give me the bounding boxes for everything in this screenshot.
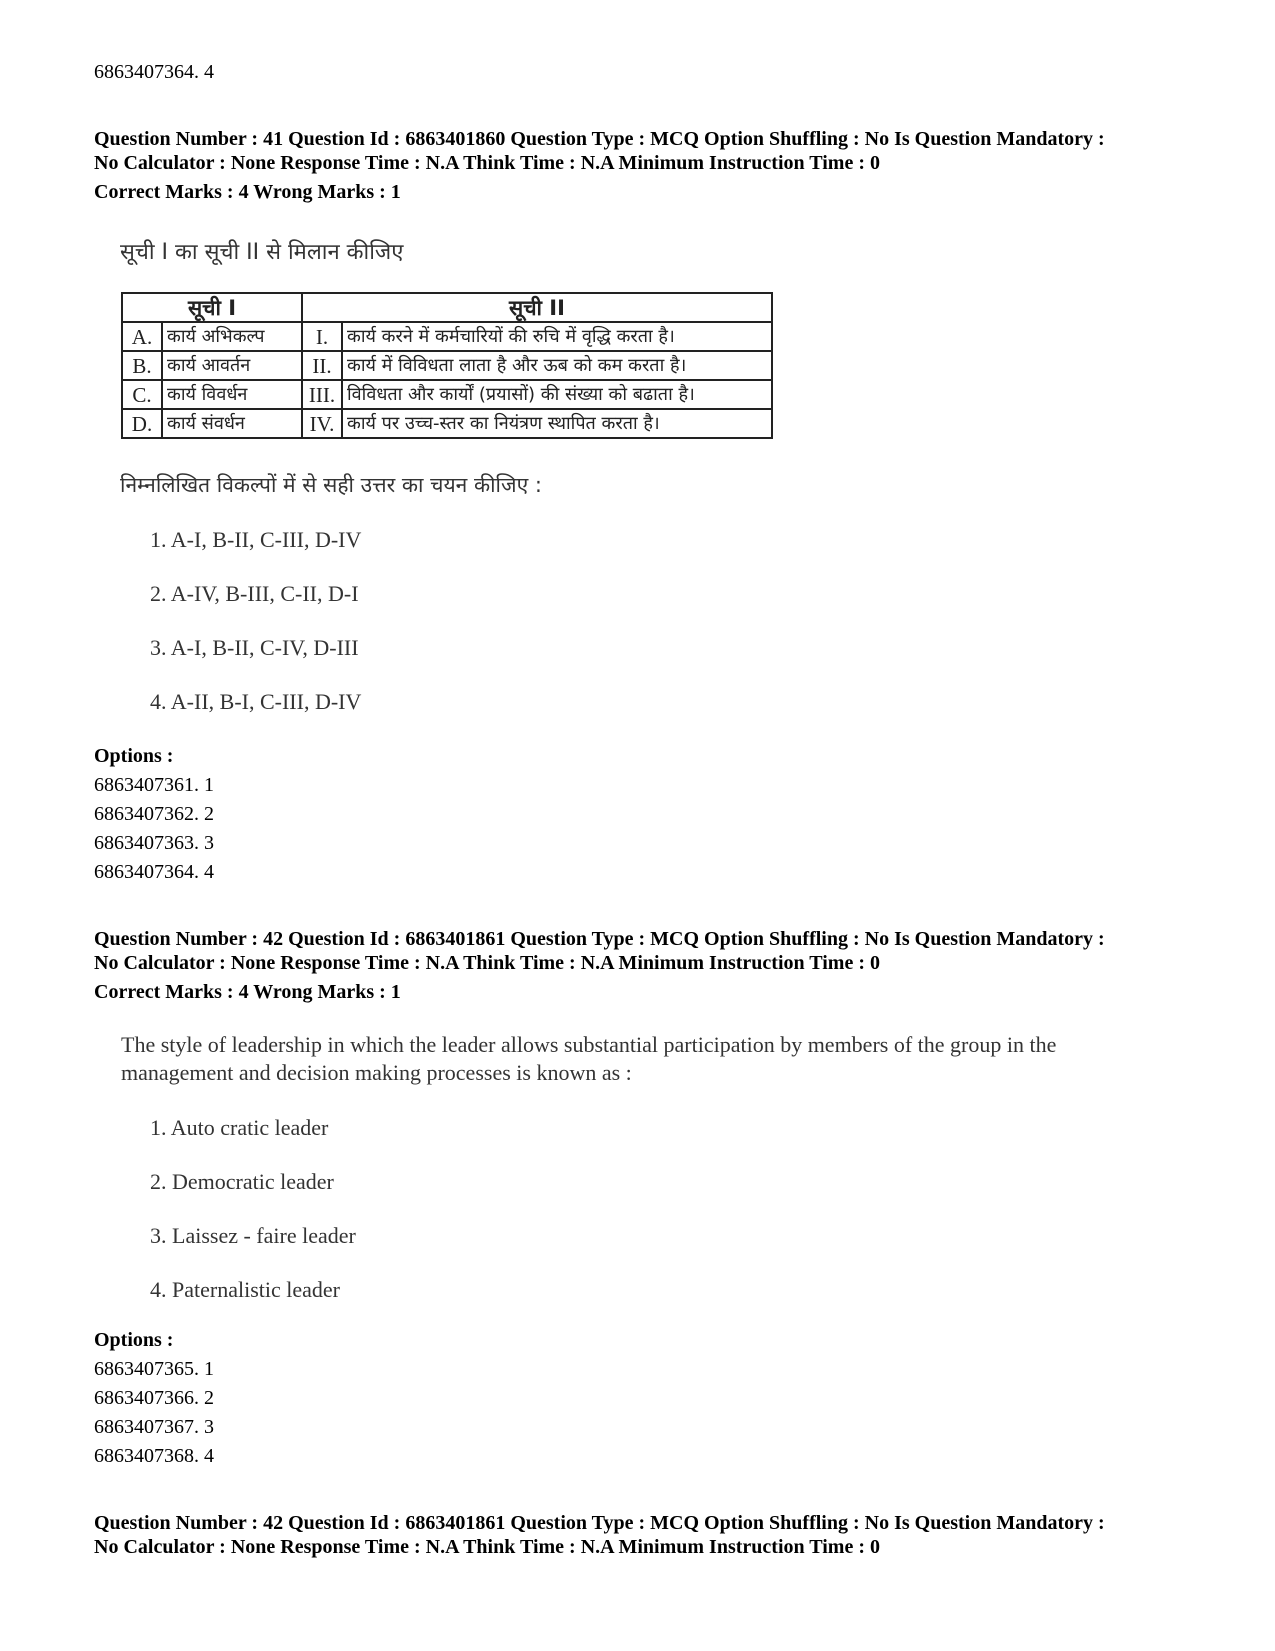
table-row (122, 322, 772, 351)
previous-option-line: 6863407364. 4 (94, 61, 214, 83)
q42-choice-3: 3. Laissez - faire leader (150, 1223, 356, 1248)
row-item2: कार्य में विविधता लाता है और ऊब को कम करता है। (342, 351, 772, 380)
row-item1: कार्य संवर्धन (162, 409, 302, 438)
row-letter: A. (122, 322, 162, 351)
q42-choice-1: 1. Auto cratic leader (150, 1115, 329, 1140)
q42-prompt: The style of leadership in which the leader allows substantial participation by members of the group in the management and decision making processes is known as : (121, 1032, 1057, 1085)
q42-header-line2: No Calculator : None Response Time : N.A Think Time : N.A Minimum Instruction Time : 0 (94, 952, 880, 974)
q42-choice-2: 2. Democratic leader (150, 1169, 334, 1194)
row-roman: I. (302, 322, 342, 351)
row-roman: IV. (302, 409, 342, 438)
q41-choice-3: 3. A-I, B-II, C-IV, D-III (150, 635, 359, 660)
q42-option-2: 6863407366. 2 (94, 1387, 214, 1409)
row-item1: कार्य विवर्धन (162, 380, 302, 409)
row-item2: कार्य पर उच्च-स्तर का नियंत्रण स्थापित करता है। (342, 409, 772, 438)
q41-option-2: 6863407362. 2 (94, 803, 214, 825)
row-letter: C. (122, 380, 162, 409)
row-item1: कार्य अभिकल्प (162, 322, 302, 351)
list-1-header: सूची I (122, 293, 302, 322)
table-row (122, 409, 772, 438)
table-row (122, 380, 772, 409)
row-roman: III. (302, 380, 342, 409)
table-row (122, 351, 772, 380)
q41-instruction: निम्नलिखित विकल्पों में से सही उत्तर का चयन कीजिए : (120, 473, 542, 497)
q41-choice-2: 2. A-IV, B-III, C-II, D-I (150, 581, 359, 606)
q42-choice-4: 4. Paternalistic leader (150, 1277, 340, 1302)
q41-options-label: Options : (94, 745, 174, 767)
list-2-header: सूची II (302, 293, 772, 322)
row-item2: कार्य करने में कर्मचारियों की रुचि में वृद्धि करता है। (342, 322, 772, 351)
q41-option-1: 6863407361. 1 (94, 774, 214, 796)
q42-options-label: Options : (94, 1329, 174, 1351)
q41-header-line1: Question Number : 41 Question Id : 6863401860 Question Type : MCQ Option Shuffling : No Is Question Mandatory : (94, 128, 1105, 150)
q42-header-line1: Question Number : 42 Question Id : 6863401861 Question Type : MCQ Option Shuffling : No Is Question Mandatory : (94, 928, 1105, 950)
row-roman: II. (302, 351, 342, 380)
q42-repeat-header-line2: No Calculator : None Response Time : N.A Think Time : N.A Minimum Instruction Time : 0 (94, 1536, 880, 1558)
q42-option-4: 6863407368. 4 (94, 1445, 214, 1467)
q41-choice-4: 4. A-II, B-I, C-III, D-IV (150, 689, 362, 714)
match-table-header-row (122, 293, 772, 322)
q41-header-line2: No Calculator : None Response Time : N.A Think Time : N.A Minimum Instruction Time : 0 (94, 152, 880, 174)
q42-option-1: 6863407365. 1 (94, 1358, 214, 1380)
q41-marks: Correct Marks : 4 Wrong Marks : 1 (94, 181, 401, 203)
row-item1: कार्य आवर्तन (162, 351, 302, 380)
q42-repeat-header-line1: Question Number : 42 Question Id : 6863401861 Question Type : MCQ Option Shuffling : No Is Question Mandatory : (94, 1512, 1105, 1534)
q41-prompt: सूची I का सूची II से मिलान कीजिए (120, 240, 404, 265)
q41-choice-1: 1. A-I, B-II, C-III, D-IV (150, 527, 362, 552)
q41-option-4: 6863407364. 4 (94, 861, 214, 883)
row-item2: विविधता और कार्यों (प्रयासों) की संख्या को बढाता है। (342, 380, 772, 409)
q41-match-table (121, 292, 773, 439)
row-letter: D. (122, 409, 162, 438)
q42-marks: Correct Marks : 4 Wrong Marks : 1 (94, 981, 401, 1003)
q42-option-3: 6863407367. 3 (94, 1416, 214, 1438)
q41-option-3: 6863407363. 3 (94, 832, 214, 854)
row-letter: B. (122, 351, 162, 380)
